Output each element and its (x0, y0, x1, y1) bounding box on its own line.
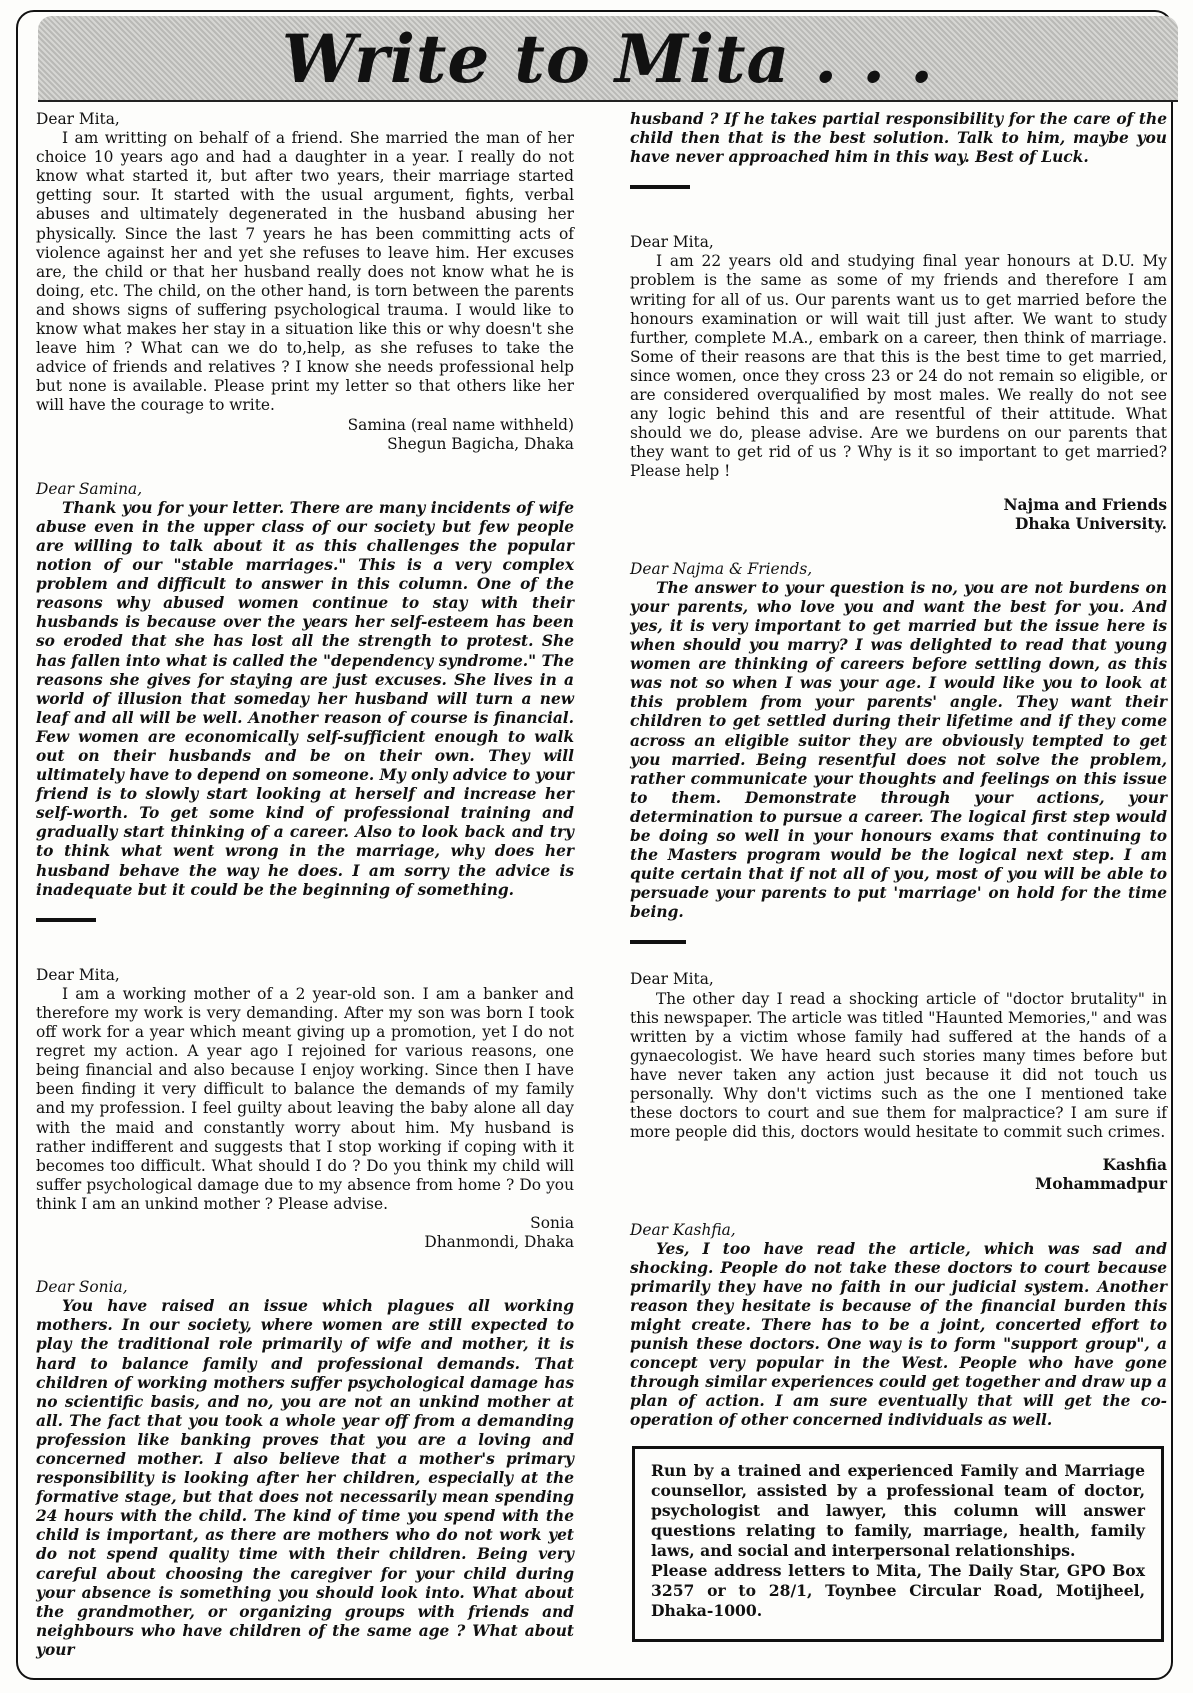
letter-kashfia (630, 970, 1167, 1194)
letter-salutation: Dear Mita, (36, 110, 120, 128)
column-info-text: Run by a trained and experienced Family and Marriage counsellor, assisted by a professional team of doctor, psychologist and lawyer, this column will answer questions relating to family, marriage, health, family laws, and social and interpersonal relationships. (651, 1461, 1145, 1560)
reply-salutation: Dear Kashfia, (630, 1220, 736, 1239)
right-column (630, 110, 1167, 1431)
letter-text: I am a working mother of a 2 year-old son. I am a banker and therefore my work is very demanding. After my son was born I took off work for a year which meant giving up a promotion, yet I do not regret my action. A year ago I rejoined for various reasons, one being financial and also because I enjoy working. Since then I have been finding it very difficult to balance the demands of my family and my profession. I feel guilty about leaving the baby alone all day with the maid and constantly worry about him. My husband is rather indifferent and suggests that I stop working if coping with it becomes too difficult. What should I do ? Do you think my child will suffer psychological damage due to my absence from home ? Do you think I am an unkind mother ? Please advise. (36, 984, 574, 1213)
letter-salutation: Dear Mita, (630, 970, 714, 989)
letter-signature: Samina (real name withheld) (347, 415, 574, 434)
reply-samina (36, 480, 574, 900)
letter-signature: Kashfia (1102, 1156, 1167, 1175)
reply-text: Yes, I too have read the article, which was sad and shocking. People do not take these doctors to court because primarily they have no faith in our judicial system. Another reason they hesitate is because of the financial burden this might create. There has to be a joint, concerted effort to punish these doctors. One way is to form "support group", a concept very popular in the West. People who have gone through similar experiences could get together and draw up a plan of action. I am sure eventually that will get the co-operation of other concerned individuals as well. (630, 1239, 1167, 1430)
column-masthead (38, 16, 1178, 102)
reply-text: Thank you for your letter. There are many incidents of wife abuse even in the upper class of our society but few people are willing to talk about it as this challenges the popular notion of our "stable marriages." This is a very complex problem and difficult to answer in this column. One of the reasons why abused women continue to stay with their husbands is because over the years her self-esteem has been so eroded that she has lost all the strength to protest. She has fallen into what is called the "dependency syndrome." The reasons she gives for staying are just excuses. She lives in a world of illusion that someday her husband will turn a new leaf and all will be well. Another reason of course is financial. Few women are economically self-sufficient enough to walk out on their husbands and be on their own. They will ultimately have to depend on someone. My only advice to your friend is to slowly start looking at herself and increase her self-worth. To get some kind of professional training and gradually start thinking of a career. Also to look back and try to think what went wrong in the marriage, why does her husband behave the way he does. I am sorry the advice is inadequate but it could be the beginning of something. (36, 498, 574, 899)
letter-place: Dhanmondi, Dhaka (424, 1233, 574, 1252)
letter-place: Dhaka University. (1015, 514, 1167, 533)
letter-najma (630, 233, 1167, 533)
column-address-text: Please address letters to Mita, The Daily Star, GPO Box 3257 or to 28/1, Toynbee Circular Road, Motijheel, Dhaka-1000. (651, 1561, 1145, 1620)
reply-continued-text: husband ? If he takes partial responsibility for the care of the child then that is the best solution. Talk to him, maybe you have never approached him in this way. Best of Luck. (630, 110, 1167, 167)
letter-text: The other day I read a shocking article of "doctor brutality" in this newspaper. The article was titled "Haunted Memories," and was written by a victim whose family had suffered at the hands of a gynaecologist. We have heard such stories many times before but have never taken any action just because it did not touch us personally. Why don't victims such as the one I mentioned take these doctors to court and sue them for malpractice? I am sure if more people did this, doctors would hesitate to commit such crimes. (630, 989, 1167, 1142)
letter-place: Mohammadpur (1035, 1175, 1167, 1194)
letter-place: Shegun Bagicha, Dhaka (387, 434, 574, 453)
letter-signature: Sonia (530, 1213, 574, 1232)
reply-salutation: Dear Samina, (36, 479, 143, 498)
letter-signature: Najma and Friends (1003, 495, 1167, 514)
letter-salutation: Dear Mita, (630, 233, 714, 252)
reply-kashfia (630, 1221, 1167, 1431)
column-title: Write to Mita . . . (281, 20, 935, 98)
reply-salutation: Dear Sonia, (36, 1278, 128, 1297)
letter-text: I am 22 years old and studying final year honours at D.U. My problem is the same as some of my friends and therefore I am writing for all of us. Our parents want us to get married before the honours examination or will wait till just after. We want to study further, complete M.A., embark on a career, then think of marriage. Some of their reasons are that this is the best time to get married, since women, once they cross 23 or 24 do not remain so eligible, or are considered overqualified by most males. We really do not see any logic behind this and are resentful of their attitude. What should we do, please advise. Are we burdens on our parents that they want to get rid of us ? Why is it so important to get married? Please help ! (630, 252, 1167, 481)
reply-text: The answer to your question is no, you are not burdens on your parents, who love you and want the best for you. And yes, it is very important to get married but the issue here is when should you marry? I was delighted to read that young women are thinking of careers before settling down, as this was not so when I was your age. I would like you to look at this problem from your parents' angle. They want their children to get settled during their lifetime and if they come across an eligible suitor they are obviously tempted to get you married. Being resentful does not solve the problem, rather communicate your thoughts and feelings on this issue to them. Demonstrate through your actions, your determination to pursue a career. The logical first step would be doing so well in your honours exams that continuing to the Masters program would be the logical next step. I am quite certain that if not all of you, most of you will be able to persuade your parents to put 'marriage' on hold for the time being. (630, 578, 1167, 922)
left-column (36, 110, 574, 1660)
letter-samina (36, 110, 574, 454)
letter-text: I am writting on behalf of a friend. She married the man of her choice 10 years ago and had a daughter in a year. I really do not know what started it, but after two years, their marriage started getting sour. It started with the usual argument, fights, verbal abuses and ultimately degenerated in the husband abusing her physically. Since the last 7 years he has been committing acts of violence against her and yet she refuses to leave him. Her excuses are, the child or that her husband really does not know what he is doing, etc. The child, on the other hand, is torn between the parents and shows signs of suffering psychological trauma. I would like to know what makes her stay in a situation like this or why doesn't she leave him ? What can we do to,help, as she refuses to take the advice of friends and relatives ? I know she needs professional help but none is available. Please print my letter so that others like her will have the courage to write. (36, 129, 574, 415)
column-info-box (632, 1446, 1164, 1642)
reply-salutation: Dear Najma & Friends, (630, 559, 813, 578)
reply-sonia (36, 1278, 574, 1660)
reply-najma (630, 560, 1167, 923)
reply-text: You have raised an issue which plagues all working mothers. In our society, where women are still expected to play the traditional role primarily of wife and mother, it is hard to balance family and professional demands. That children of working mothers suffer psychological damage has no scientific basis, and no, you are not an unkind mother at all. The fact that you took a whole year off from a demanding profession like banking proves that you are a loving and concerned mother. I also believe that a mother's primary responsibility is looking after her children, especially at the formative stage, but that does not necessarily mean spending 24 hours with the child. The kind of time you spend with the child is important, as there are mothers who do not work yet do not spend quality time with their children. Being very careful about choosing the caregiver for your child during your absence is something you should look into. What about the grandmother, or organizing groups with friends and neighbours who have children of the same age ? What about your (36, 1297, 574, 1659)
letter-salutation: Dear Mita, (36, 965, 120, 984)
letter-sonia (36, 966, 574, 1252)
